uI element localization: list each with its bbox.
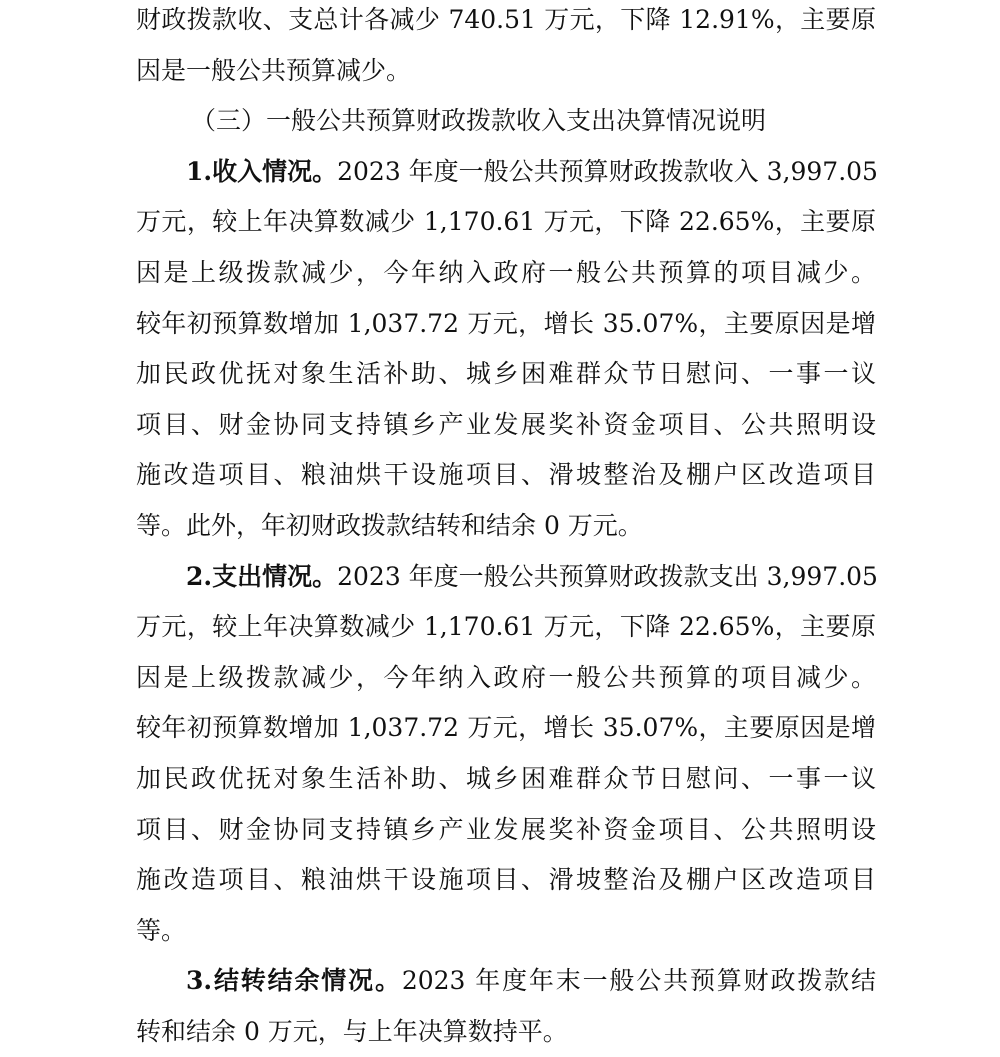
carryover-label: 3.结转结余情况。: [186, 966, 402, 996]
expenditure-paragraph-first-line: [136, 552, 876, 603]
expenditure-label: 2.支出情况。: [186, 561, 338, 591]
section-heading: （三）一般公共预算财政拨款收入支出决算情况说明: [191, 106, 767, 136]
expenditure-line: 加民政优抚对象生活补助、城乡困难群众节日慰问、一事一议: [136, 763, 876, 793]
document-page: [136, 0, 876, 1057]
income-label: 1.收入情况。: [186, 156, 338, 186]
expenditure-first-line-text: 2023 年度一般公共预算财政拨款支出 3,997.05: [337, 561, 878, 591]
carryover-paragraph-first-line: [136, 956, 876, 1007]
income-line: 等。此外，年初财政拨款结转和结余 0 万元。: [136, 510, 643, 540]
carryover-first-line-text: 2023 年度年末一般公共预算财政拨款结: [401, 966, 876, 996]
expenditure-line: 等。: [136, 915, 187, 945]
income-line: 因是上级拨款减少，今年纳入政府一般公共预算的项目减少。: [136, 257, 876, 287]
income-line: 较年初预算数增加 1,037.72 万元，增长 35.07%，主要原因是增: [136, 308, 876, 338]
carryover-line: 转和结余 0 万元，与上年决算数持平。: [136, 1016, 568, 1046]
expenditure-line: 因是上级拨款减少，今年纳入政府一般公共预算的项目减少。: [136, 662, 876, 692]
income-line: 万元，较上年决算数减少 1,170.61 万元，下降 22.65%，主要原: [136, 207, 876, 237]
intro-line-1: 财政拨款收、支总计各减少 740.51 万元，下降 12.91%，主要原: [136, 5, 876, 34]
income-paragraph-first-line: [136, 147, 876, 198]
expenditure-line: 万元，较上年决算数减少 1,170.61 万元，下降 22.65%，主要原: [136, 612, 876, 642]
intro-line-2: 因是一般公共预算减少。: [136, 55, 412, 85]
income-line: 施改造项目、粮油烘干设施项目、滑坡整治及棚户区改造项目: [136, 460, 876, 490]
expenditure-line: 施改造项目、粮油烘干设施项目、滑坡整治及棚户区改造项目: [136, 865, 876, 895]
income-first-line-text: 2023 年度一般公共预算财政拨款收入 3,997.05: [337, 156, 878, 186]
income-line: 加民政优抚对象生活补助、城乡困难群众节日慰问、一事一议: [136, 359, 876, 389]
expenditure-line: 较年初预算数增加 1,037.72 万元，增长 35.07%，主要原因是增: [136, 713, 876, 743]
expenditure-line: 项目、财金协同支持镇乡产业发展奖补资金项目、公共照明设: [136, 814, 876, 844]
income-line: 项目、财金协同支持镇乡产业发展奖补资金项目、公共照明设: [136, 409, 876, 439]
